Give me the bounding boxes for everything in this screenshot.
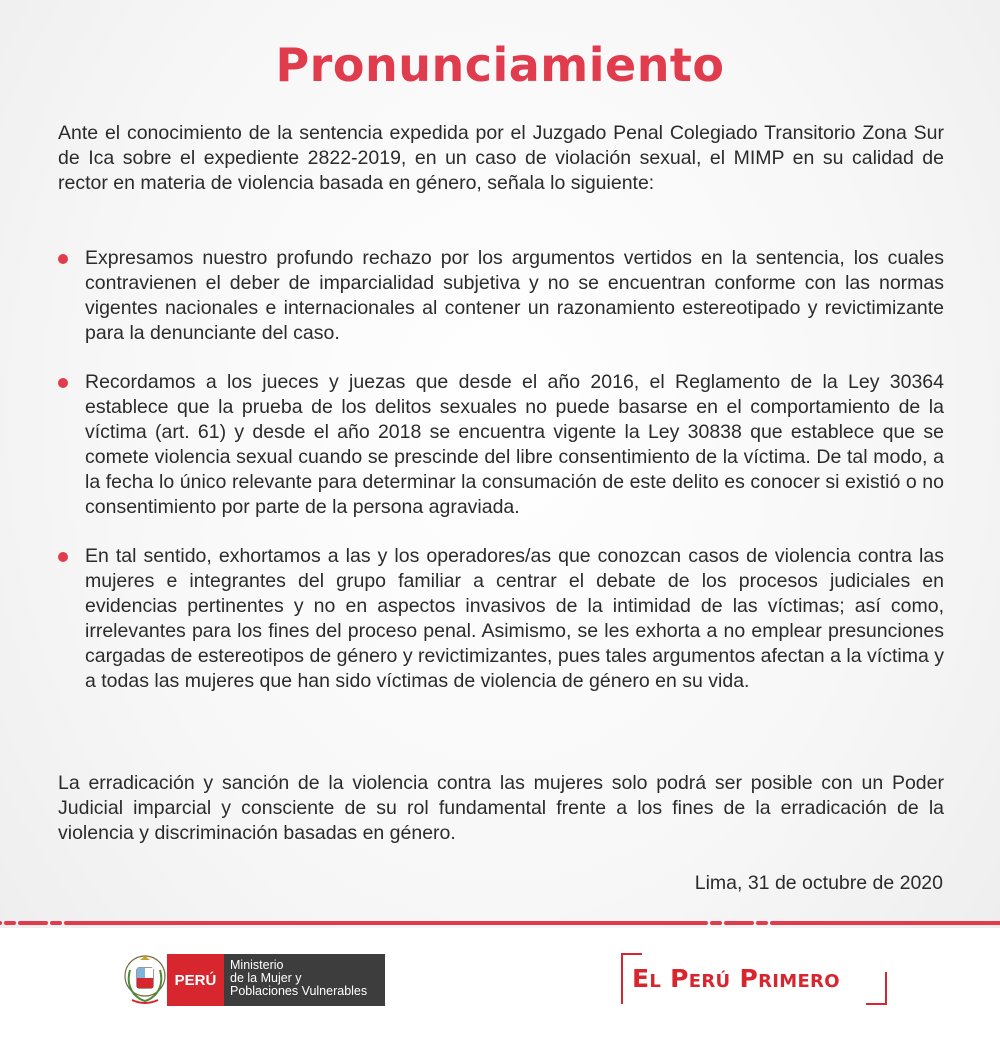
statement-list	[58, 246, 944, 718]
bullet-dot-icon	[58, 254, 68, 264]
ministry-line: Ministerio	[230, 958, 284, 972]
list-item-text: En tal sentido, exhortamos a las y los operadores/as que conozcan casos de violencia contra las mujeres e integrantes del grupo familiar a centrar el debate de los procesos judiciales en evidencias pertinentes y no en aspectos invasivos de la intimidad de las víctimas; así como, irrelevantes para los fines del proceso penal. Asimismo, se les exhorta a no emplear presunciones cargadas de estereotipos de género y revictimizantes, pues tales argumentos afectan a la víctima y a todas las mujeres que han sido víctimas de violencia de género en su vida.	[85, 545, 944, 692]
ministry-line: Poblaciones Vulnerables	[230, 984, 368, 998]
page-title: Pronunciamiento	[275, 38, 725, 92]
list-item	[58, 544, 944, 694]
intro-paragraph: Ante el conocimiento de la sentencia expedida por el Juzgado Penal Colegiado Transitorio Zona Sur de Ica sobre el expediente 2822-2019, en un caso de violación sexual, el MIMP en su calidad de rector en materia de violencia basada en género, señala lo siguiente:	[58, 122, 944, 194]
list-item-text: Expresamos nuestro profundo rechazo por los argumentos vertidos en la sentencia, los cuales contravienen el deber de imparcialidad subjetiva y no se encuentran conforme con las normas vigentes nacionales e internacionales al contener un razonamiento estereotipado y revictimizante para la denunciante del caso.	[85, 247, 944, 344]
list-item	[58, 370, 944, 520]
brand-slogan: El Perú Primero	[632, 964, 840, 993]
peru-coat-of-arms-icon	[122, 954, 168, 1006]
list-item	[58, 246, 944, 346]
bullet-dot-icon	[58, 378, 68, 388]
ministry-name	[224, 954, 385, 1006]
bullet-dot-icon	[58, 552, 68, 562]
ministry-logo	[167, 954, 385, 1006]
peru-label: PERÚ	[167, 954, 224, 1006]
dashed-divider	[0, 918, 1000, 928]
date-line: Lima, 31 de octubre de 2020	[694, 872, 943, 894]
ministry-line: de la Mujer y	[230, 971, 302, 985]
brand-logo	[620, 952, 888, 1006]
list-item-text: Recordamos a los jueces y juezas que desde el año 2016, el Reglamento de la Ley 30364 establece que la prueba de los delitos sexuales no puede basarse en el comportamiento de la víctima (art. 61) y desde el año 2018 se encuentra vigente la Ley 30838 que establece que se comete violencia sexual cuando se prescinde del libre consentimiento de la víctima. De tal modo, a la fecha lo único relevante para determinar la consumación de este delito es conocer si existió o no consentimiento por parte de la persona agraviada.	[85, 371, 944, 518]
closing-paragraph: La erradicación y sanción de la violencia contra las mujeres solo podrá ser posible con un Poder Judicial imparcial y consciente de su rol fundamental frente a los fines de la erradicación de la violencia y discriminación basadas en género.	[58, 772, 944, 844]
